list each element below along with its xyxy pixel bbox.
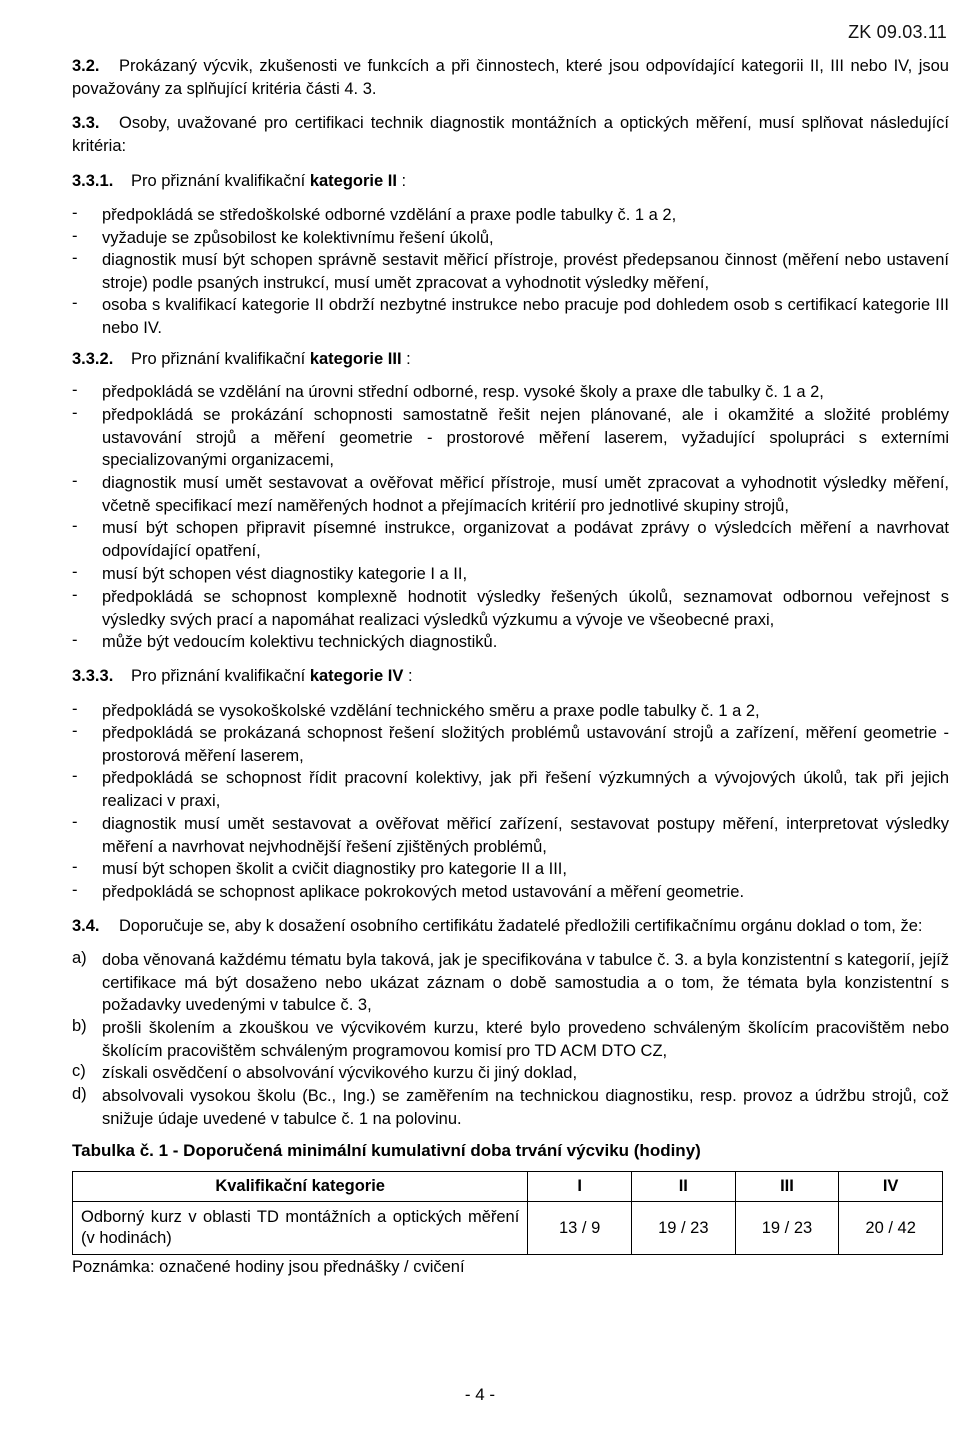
section-number: 3.2. (72, 57, 100, 75)
table-caption: Tabulka č. 1 - Doporučená minimální kumulativní doba trvání výcviku (hodiny) (72, 1141, 701, 1160)
table-header-cell: IV (839, 1172, 943, 1202)
section-3-3 (72, 112, 949, 157)
section-3-2 (72, 55, 949, 100)
table-row (73, 1202, 943, 1255)
section-number: 3.4. (72, 917, 100, 935)
heading-text: Pro přiznání kvalifikační (131, 350, 310, 368)
heading-category: kategorie III (309, 350, 402, 368)
section-number: 3.3.1. (72, 172, 114, 190)
page-number: - 4 - (464, 1385, 496, 1404)
table-header-cell: Kvalifikační kategorie (73, 1172, 528, 1202)
table-header-cell: III (735, 1172, 839, 1202)
section-3-3-2-heading (72, 348, 411, 370)
table-cell: 19 / 23 (631, 1202, 735, 1255)
heading-text: Pro přiznání kvalifikační (131, 172, 310, 190)
heading-category: kategorie II (309, 172, 397, 190)
section-text: Osoby, uvažované pro certifikaci technik diagnostik montážních a optických měření, musí splňovat následující kritéria: (72, 114, 949, 155)
section-text: Doporučuje se, aby k dosažení osobního certifikátu žadatelé předložili certifikačnímu orgánu doklad o tom, že: (119, 917, 923, 935)
table-note: Poznámka: označené hodiny jsou přednášky / cvičení (72, 1258, 465, 1276)
table-header-cell: I (528, 1172, 632, 1202)
table-cell: 19 / 23 (735, 1202, 839, 1255)
section-3-3-1-heading (72, 170, 406, 192)
heading-suffix: : (403, 667, 413, 685)
heading-category: kategorie IV (309, 667, 404, 685)
table-cell: 20 / 42 (839, 1202, 943, 1255)
table-row-label: Odborný kurz v oblasti TD montážních a optických měření (v hodinách) (73, 1202, 528, 1255)
section-3-3-3-heading (72, 665, 413, 687)
table-cell: 13 / 9 (528, 1202, 632, 1255)
heading-text: Pro přiznání kvalifikační (131, 667, 310, 685)
heading-suffix: : (396, 172, 407, 190)
section-number: 3.3.2. (72, 350, 114, 368)
section-3-4 (72, 915, 949, 938)
training-table (72, 1171, 943, 1255)
table-header-cell: II (631, 1172, 735, 1202)
section-number: 3.3. (72, 114, 100, 132)
document-page: ZK 09.03.11 3.2. Prokázaný výcvik, zkušenosti ve funkcích a při činnostech, které jsou odpovídající kategorii II, III nebo IV, jsou považovány za splňující kritéria části 4. 3. 3.3. Osoby, uvažované pro certifikaci technik diagnostik montážních a optických měření, musí splňovat následující kritéria: 3.3.1. Pro přiznání kvalifikační kategorie II : - předpokládá se středoškolské odborné vzdělání a praxe podle tabulky č. 1 a 2, - vyžaduje se způsobilost ke kolektivnímu řešení úkolů, - diagnostik musí být schopen správně sestavit měřicí přístroje, provést předepsanou činnost (měření nebo ustavení stroje) podle psaných instrukcí, musí umět zpracovat a vyhodnotit výsledky měření, - osoba s kvalifikací kategorie II obdrží nezbytné instrukce nebo pracuje pod dohledem osob s certifikací kategorie III nebo IV. 3.3.2. Pro přiznání kvalifikační kategorie III : - předpokládá se vzdělání na úrovni střední odborné, resp. vysoké školy a praxe dle tabulky č. 1 a 2, - předpokládá se prokázání schopnosti samostatně řešit nejen plánované, ale i okamžité a složité problémy ustavování strojů a měření geometrie - prostorové měření laserem, vyžadující spolupráci s externími specializovanými organizacemi, - diagnostik musí umět sestavovat a ověřovat měřicí přístroje, musí umět zpracovat a vyhodnotit výsledky měření, včetně specifikací mezí naměřených hodnot a přejímacích kritérií pro jednotlivé skupiny strojů, - musí být schopen připravit písemné instrukce, organizovat a podávat zprávy o výsledcích měření a navrhovat odpovídající opatření, - musí být schopen vést diagnostiky kategorie I a II, - předpokládá se schopnost komplexně hodnotit výsledky řešených úkolů, seznamovat odbornou veřejnost s výsledky svých prací a napomáhat realizaci výsledků výzkumu a vývoje ve všeobecné praxi, - může být vedoucím kolektivu technických diagnostiků. 3.3.3. Pro přiznání kvalifikační kategorie IV : - předpokládá se vysokoškolské vzdělání technického směru a praxe podle tabulky č. 1 a 2, - předpokládá se prokázaná schopnost řešení složitých problémů ustavování strojů a zařízení, měření geometrie - prostorová měření laserem, - předpokládá se schopnost řídit pracovní kolektivy, jak při řešení výzkumných a vývojových úkolů, tak při jejich realizaci v praxi, - diagnostik musí umět sestavovat a ověřovat měřicí zařízení, sestavovat postupy měření, interpretovat výsledky měření a navrhovat nejvhodnější řešení zjištěných problémů, - musí být schopen školit a cvičit diagnostiky pro kategorie II a III, - předpokládá se schopnost aplikace pokrokových metod ustavování a měření geometrie. 3.4. Doporučuje se, aby k dosažení osobního certifikátu žadatelé předložili certifikačnímu orgánu doklad o tom, že: a) doba věnovaná každému tématu byla taková, jak je specifikována v tabulce č. 3. a byla konzistentní s kategorií, jejíž certifikace má být dosaženo nebo ukázat záznam o době samostudia a o tom, že témata byla konzistentní s požadavky uvedenými v tabulce č. 3, b) prošli školením a zkouškou ve výcvikovém kurzu, které bylo provedeno schváleným školícím pracovištěm nebo školícím pracovištěm schváleným programovou komisí pro TD ACM DTO CZ, c) získali osvědčení o absolvování výcvikového kurzu či jiný doklad, d) absolvovali vysokou školu (Bc., Ing.) se zaměřením na technickou diagnostiku, resp. provoz a údržbu strojů, což snižuje údaje uvedené v tabulce č. 1 na polovinu. Tabulka č. 1 - Doporučená minimální kumulativní doba trvání výcviku (hodiny) Kvalifikační kategorie I II III IV Odborný kurz v oblasti TD montážních a optických měření (v hodinách) 13 / 9 19 / 23 19 / 23 20 / 42 Poznámka: označené hodiny jsou přednášky / cvičení - 4 - (0, 0, 960, 1430)
section-text: Prokázaný výcvik, zkušenosti ve funkcích a při činnostech, které jsou odpovídající kategorii II, III nebo IV, jsou považovány za splňující kritéria části 4. 3. (72, 57, 949, 98)
document-code: ZK 09.03.11 (848, 22, 947, 42)
table-header-row (73, 1172, 943, 1202)
heading-suffix: : (401, 350, 411, 368)
section-number: 3.3.3. (72, 667, 114, 685)
